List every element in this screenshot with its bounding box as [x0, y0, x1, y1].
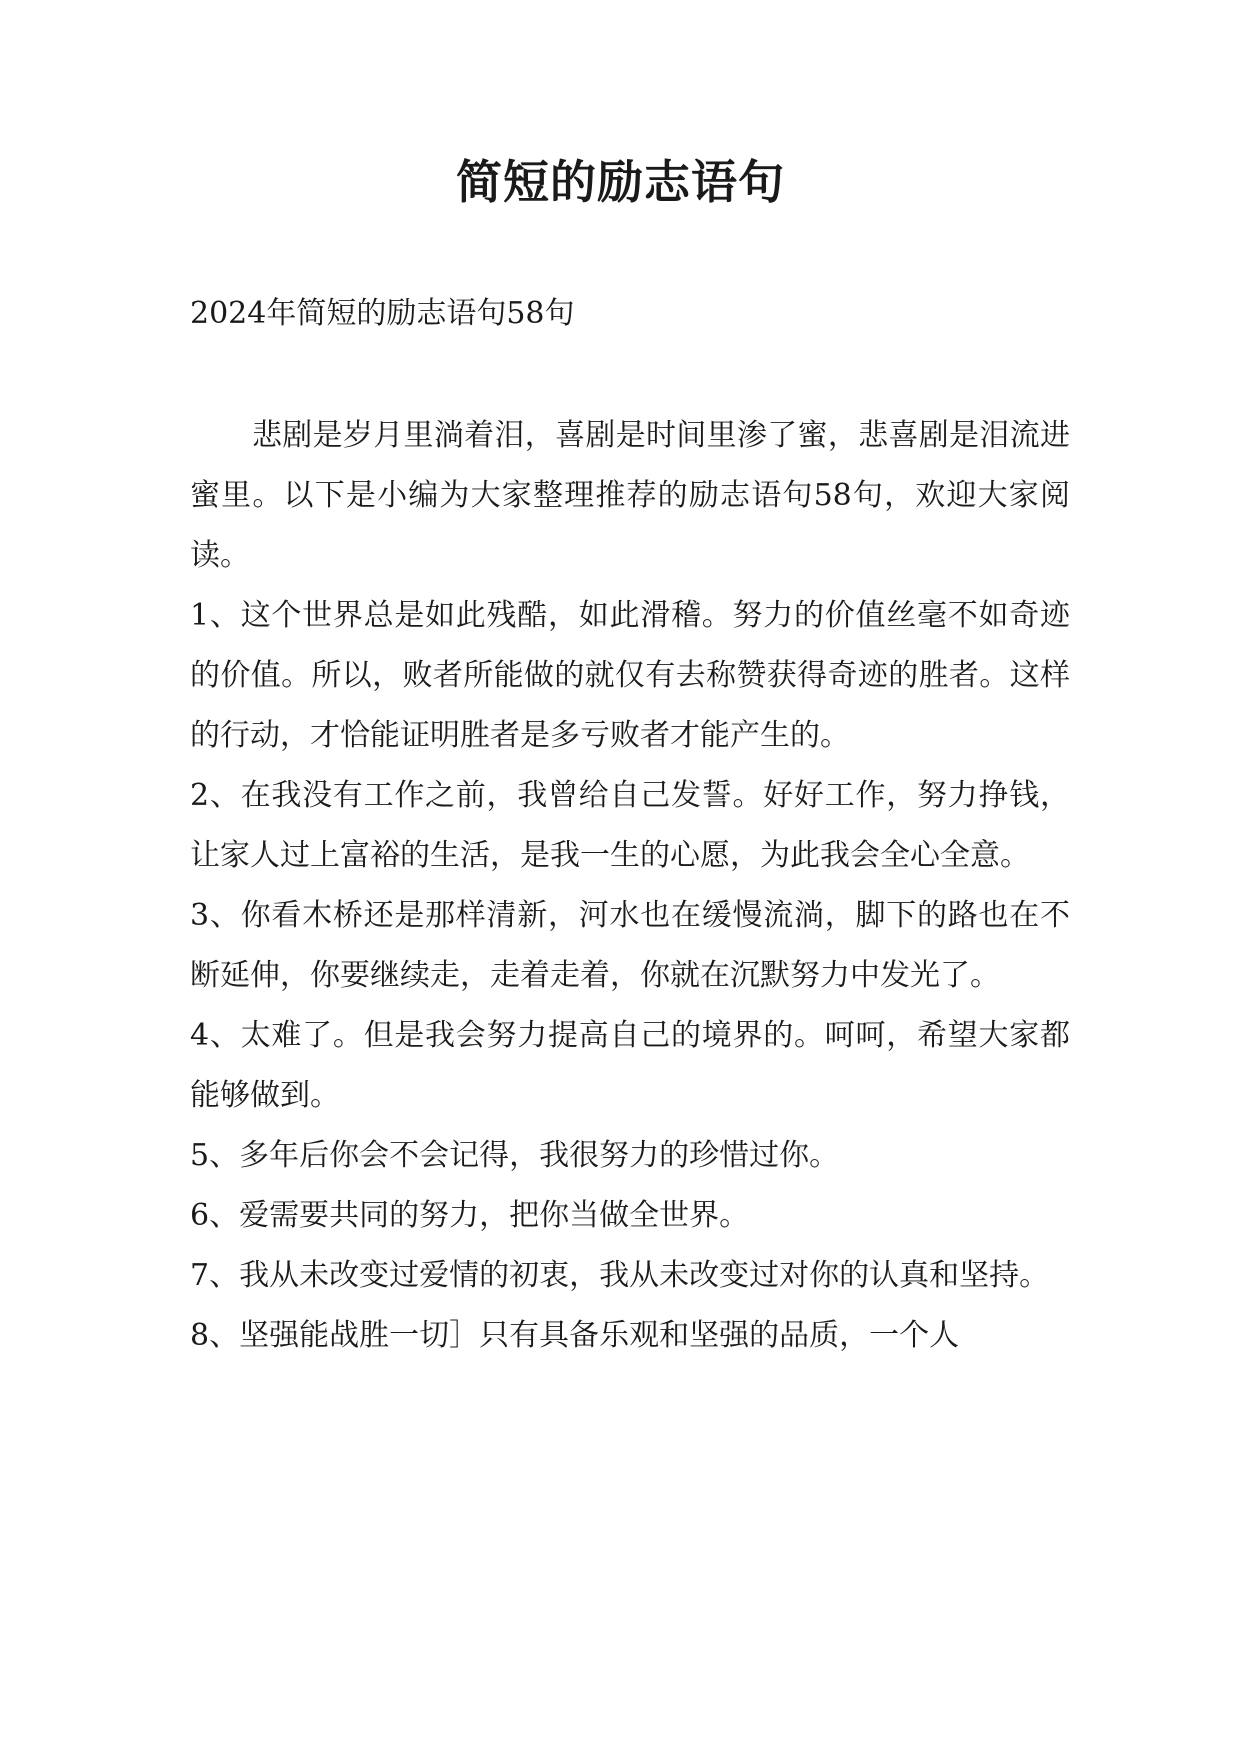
list-item: 7、我从未改变过爱情的初衷，我从未改变过对你的认真和坚持。	[190, 1258, 1050, 1293]
list-item: 8、坚强能战胜一切］只有具备乐观和坚强的品质，一个人	[190, 1318, 960, 1353]
document-body	[190, 406, 1070, 1366]
list-item: 5、多年后你会不会记得，我很努力的珍惜过你。	[190, 1138, 840, 1173]
intro-paragraph: 悲剧是岁月里淌着泪，喜剧是时间里渗了蜜，悲喜剧是泪流进蜜里。以下是小编为大家整理推荐的励志语句58句，欢迎大家阅读。	[190, 418, 1070, 573]
document-title: 简短的励志语句	[456, 155, 785, 209]
list-item: 2、在我没有工作之前，我曾给自己发誓。好好工作，努力挣钱，让家人过上富裕的生活，是我一生的心愿，为此我会全心全意。	[190, 778, 1070, 873]
list-item: 1、这个世界总是如此残酷，如此滑稽。努力的价值丝毫不如奇迹的价值。所以，败者所能做的就仅有去称赞获得奇迹的胜者。这样的行动，才恰能证明胜者是多亏败者才能产生的。	[190, 598, 1070, 753]
document-subtitle: 2024年简短的励志语句58句	[190, 296, 575, 331]
list-item: 3、你看木桥还是那样清新，河水也在缓慢流淌，脚下的路也在不断延伸，你要继续走，走着走着，你就在沉默努力中发光了。	[190, 898, 1070, 993]
list-item: 6、爱需要共同的努力，把你当做全世界。	[190, 1198, 750, 1233]
list-item: 4、太难了。但是我会努力提高自己的境界的。呵呵，希望大家都能够做到。	[190, 1018, 1070, 1113]
